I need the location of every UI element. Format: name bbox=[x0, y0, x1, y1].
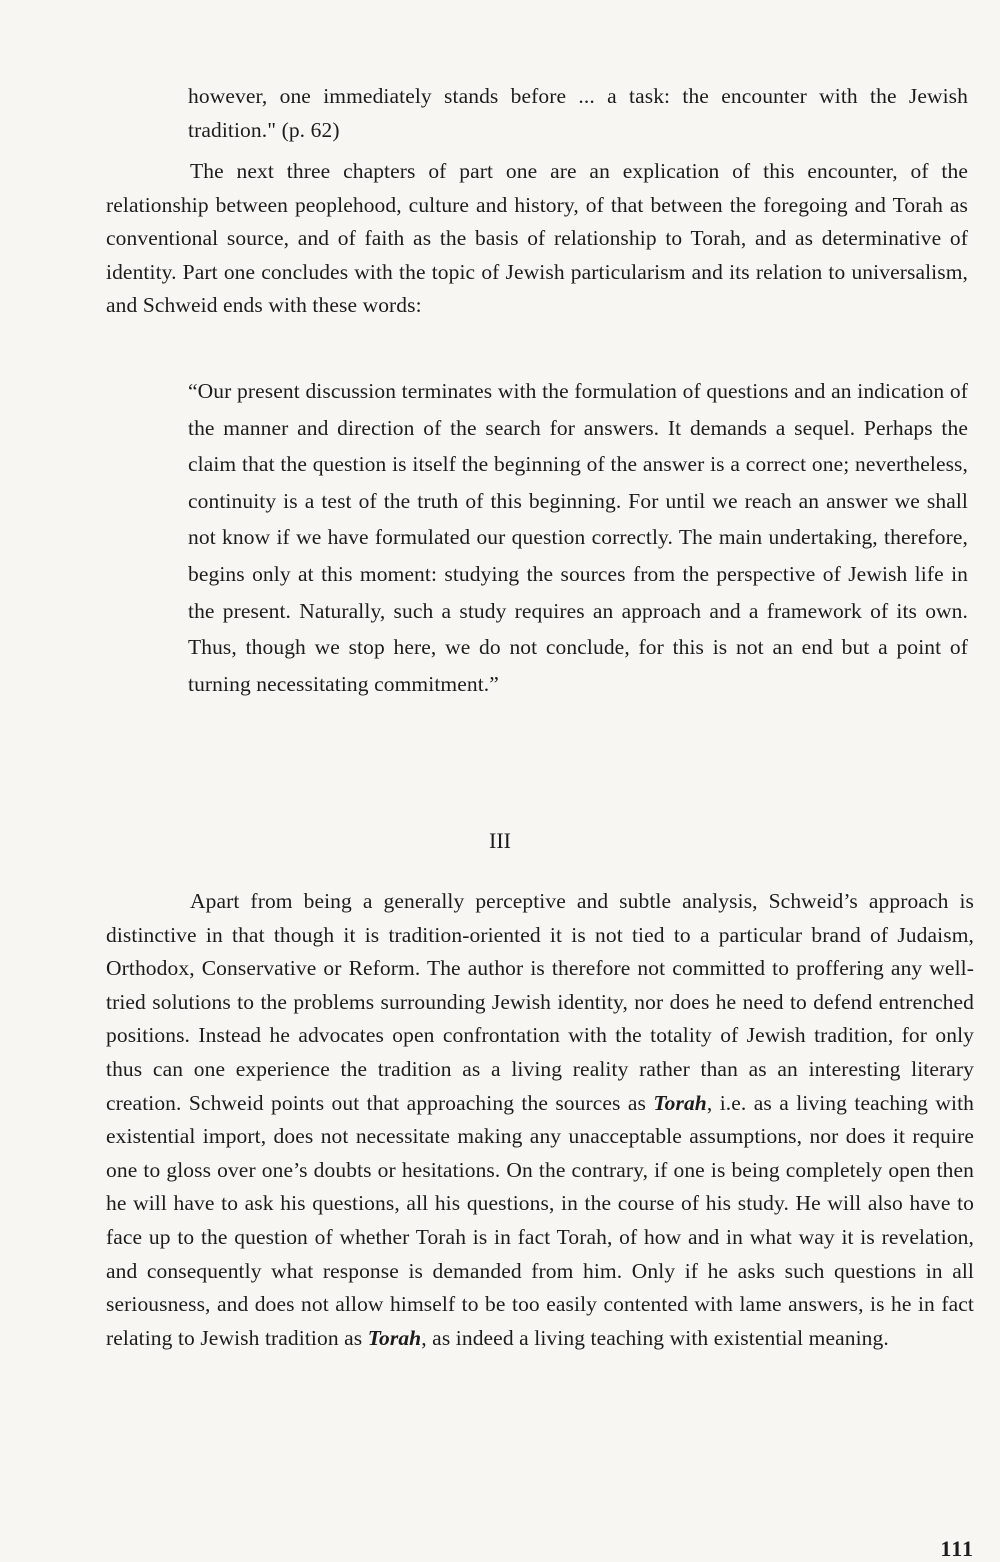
torah-term-2: Torah bbox=[367, 1325, 422, 1350]
page-number: 111 bbox=[940, 1536, 974, 1561]
paragraph-1-text: The next three chapters of part one are an explication of this encounter, of the relationship between peoplehood, culture and history, of that between the foregoing and Torah as conventional source, and of faith as the basis of relationship to Torah, and as determinative of identity. Part one concludes with the topic of Jewish particularism and its relation to universalism, and Schweid ends with these words: bbox=[106, 159, 968, 318]
paragraph-2-part-3: , as indeed a living teaching with existential meaning. bbox=[421, 1325, 889, 1350]
paragraph-1 bbox=[106, 155, 968, 323]
continuation-text bbox=[188, 80, 968, 147]
torah-term-1: Torah bbox=[653, 1090, 707, 1115]
paragraph-2-part-2: , i.e. as a living teaching with existential import, does not necessitate making any unacceptable assumptions, nor does it require one to gloss over one’s doubts or hesitations. On the contrary, if one is being completely open then he will have to ask his questions, all his questions, in the course of his study. He will also have to face up to the question of whether Torah is in fact Torah, of how and in what way it is revelation, and consequently what response is demanded from him. Only if he asks such questions in all seriousness, and does not allow himself to be too easily contented with lame answers, is he in fact relating to Jewish tradition as bbox=[106, 1090, 974, 1350]
paragraph-2 bbox=[106, 885, 974, 1355]
section-heading: III bbox=[489, 828, 511, 853]
paragraph-2-text bbox=[106, 885, 974, 1355]
paragraph-2-part-1: Apart from being a generally perceptive and subtle analysis, Schweid’s approach is distinctive in that though it is tradition-oriented it is not tied to a particular brand of Judaism, Orthodox, Conservative or Reform. The author is therefore not committed to proffering any well-tried solutions to the problems surrounding Jewish identity, nor does he need to defend entrenched positions. Instead he advocates open confrontation with the totality of Jewish tradition, for only thus can one experience the tradition as a living reality rather than as an interesting literary creation. Schweid points out that approaching the sources as bbox=[106, 889, 974, 1115]
continuation-paragraph: however, one immediately stands before ... a task: the encounter with the Jewish tradition." (p. 62) bbox=[188, 84, 968, 142]
block-quote-text: “Our present discussion terminates with the formulation of questions and an indication of the manner and direction of the search for answers. It demands a sequel. Perhaps the claim that the question is itself the beginning of the answer is a correct one; nevertheless, continuity is a test of the truth of this beginning. For until we reach an answer we shall not know if we have formulated our question correctly. The main undertaking, therefore, begins only at this moment: studying the sources from the perspective of Jewish life in the present. Naturally, such a study requires an approach and a framework of its own. Thus, though we stop here, we do not conclude, for this is not an end but a point of turning necessitating commitment.” bbox=[188, 379, 968, 696]
block-quote bbox=[188, 373, 968, 702]
